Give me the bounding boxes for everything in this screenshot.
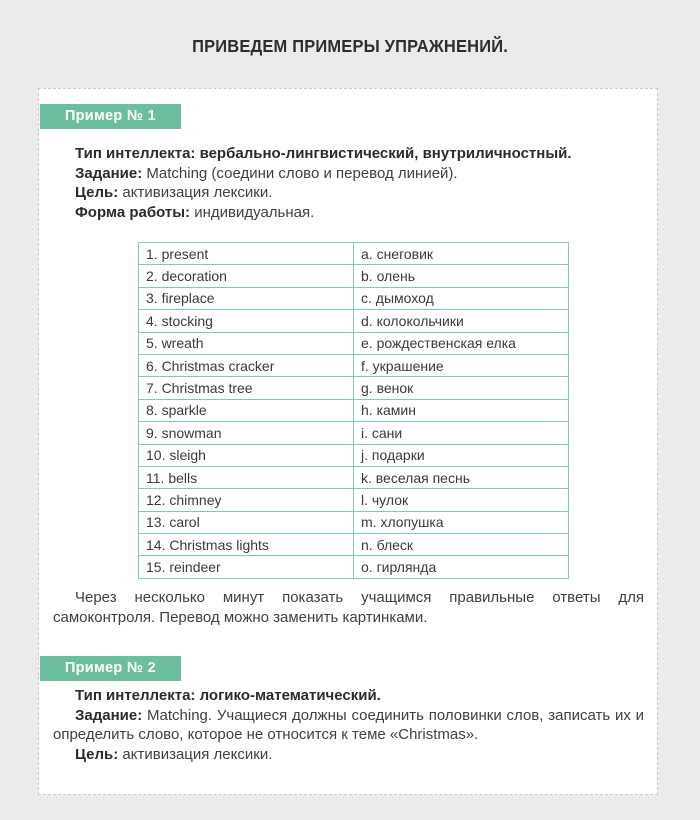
example-2-task-value: Matching. Учащиеся должны соединить половинки слов, записать их и определить слово, которое не относится к теме «Christmas». (53, 706, 644, 744)
example-1-intellect-text: Тип интеллекта: вербально-лингвистический, внутриличностный. (75, 145, 572, 162)
table-row (139, 310, 569, 332)
table-row (139, 243, 569, 265)
example-1-goal-value: активизация лексики. (118, 184, 273, 202)
table-cell-word: 10. sleigh (139, 444, 354, 466)
table-row (139, 489, 569, 511)
table-cell-word: 4. stocking (139, 310, 354, 332)
table-row (139, 287, 569, 309)
table-cell-word: 6. Christmas cracker (139, 354, 354, 376)
example-1-task-line (53, 164, 644, 184)
content-box (38, 88, 658, 795)
table-cell-translation: d. колокольчики (354, 310, 569, 332)
table-cell-word: 11. bells (139, 466, 354, 488)
example-2-goal-line (53, 745, 644, 765)
example-1-task-value: Matching (соедини слово и перевод линией). (142, 164, 458, 182)
table-row (139, 534, 569, 556)
example-1-form-line (53, 203, 644, 223)
table-row (139, 444, 569, 466)
example-1-task-label: Задание: (75, 164, 143, 182)
example-2-description (53, 686, 644, 764)
table-cell-translation: j. подарки (354, 444, 569, 466)
table-cell-translation: a. снеговик (354, 243, 569, 265)
table-cell-translation: m. хлопушка (354, 511, 569, 533)
matching-table (138, 242, 569, 579)
table-cell-translation: b. олень (354, 265, 569, 287)
example-1-goal-line (53, 183, 644, 203)
table-cell-translation: c. дымоход (354, 287, 569, 309)
example-1-description (53, 144, 644, 222)
example-1-form-value: индивидуальная. (190, 203, 315, 221)
table-row (139, 377, 569, 399)
example-2-goal-value: активизация лексики. (118, 745, 273, 763)
table-row (139, 556, 569, 578)
example-2-goal-label: Цель: (75, 745, 119, 763)
table-cell-word: 7. Christmas tree (139, 377, 354, 399)
table-cell-translation: f. украшение (354, 354, 569, 376)
table-cell-translation: o. гирлянда (354, 556, 569, 578)
table-row (139, 511, 569, 533)
example-2-task-label: Задание: (75, 706, 143, 724)
table-cell-translation: e. рождественская елка (354, 332, 569, 354)
example-2-intellect-text: Тип интеллекта: логико-математический. (75, 687, 381, 704)
table-cell-word: 5. wreath (139, 332, 354, 354)
table-cell-translation: h. камин (354, 399, 569, 421)
table-cell-word: 1. present (139, 243, 354, 265)
example-1-form-label: Форма работы: (75, 203, 191, 221)
table-cell-word: 9. snowman (139, 422, 354, 444)
table-cell-word: 8. sparkle (139, 399, 354, 421)
example-2-intellect-line (53, 686, 644, 706)
example-1-badge: Пример № 1 (40, 104, 181, 129)
self-check-note (53, 588, 644, 627)
table-cell-word: 12. chimney (139, 489, 354, 511)
example-2-task-line (53, 706, 644, 745)
table-cell-translation: l. чулок (354, 489, 569, 511)
table-cell-word: 14. Christmas lights (139, 534, 354, 556)
table-cell-translation: n. блеск (354, 534, 569, 556)
example-1-goal-label: Цель: (75, 184, 119, 202)
table-cell-word: 15. reindeer (139, 556, 354, 578)
table-row (139, 466, 569, 488)
table-row (139, 354, 569, 376)
table-cell-translation: g. венок (354, 377, 569, 399)
table-row (139, 399, 569, 421)
self-check-note-text: Через несколько минут показать учащимся правильные ответы для самоконтроля. Перевод можно заменить картинками. (53, 589, 644, 626)
table-cell-translation: k. веселая песнь (354, 466, 569, 488)
example-2-badge: Пример № 2 (40, 656, 181, 681)
table-cell-word: 3. fireplace (139, 287, 354, 309)
page-title (0, 36, 700, 57)
table-row (139, 332, 569, 354)
table-row (139, 265, 569, 287)
table-cell-word: 2. decoration (139, 265, 354, 287)
table-row (139, 422, 569, 444)
table-cell-word: 13. carol (139, 511, 354, 533)
table-cell-translation: i. сани (354, 422, 569, 444)
page-title-text: ПРИВЕДЕМ ПРИМЕРЫ УПРАЖНЕНИЙ. (192, 36, 508, 56)
example-1-intellect-line (53, 144, 644, 164)
matching-table-body (139, 243, 569, 579)
